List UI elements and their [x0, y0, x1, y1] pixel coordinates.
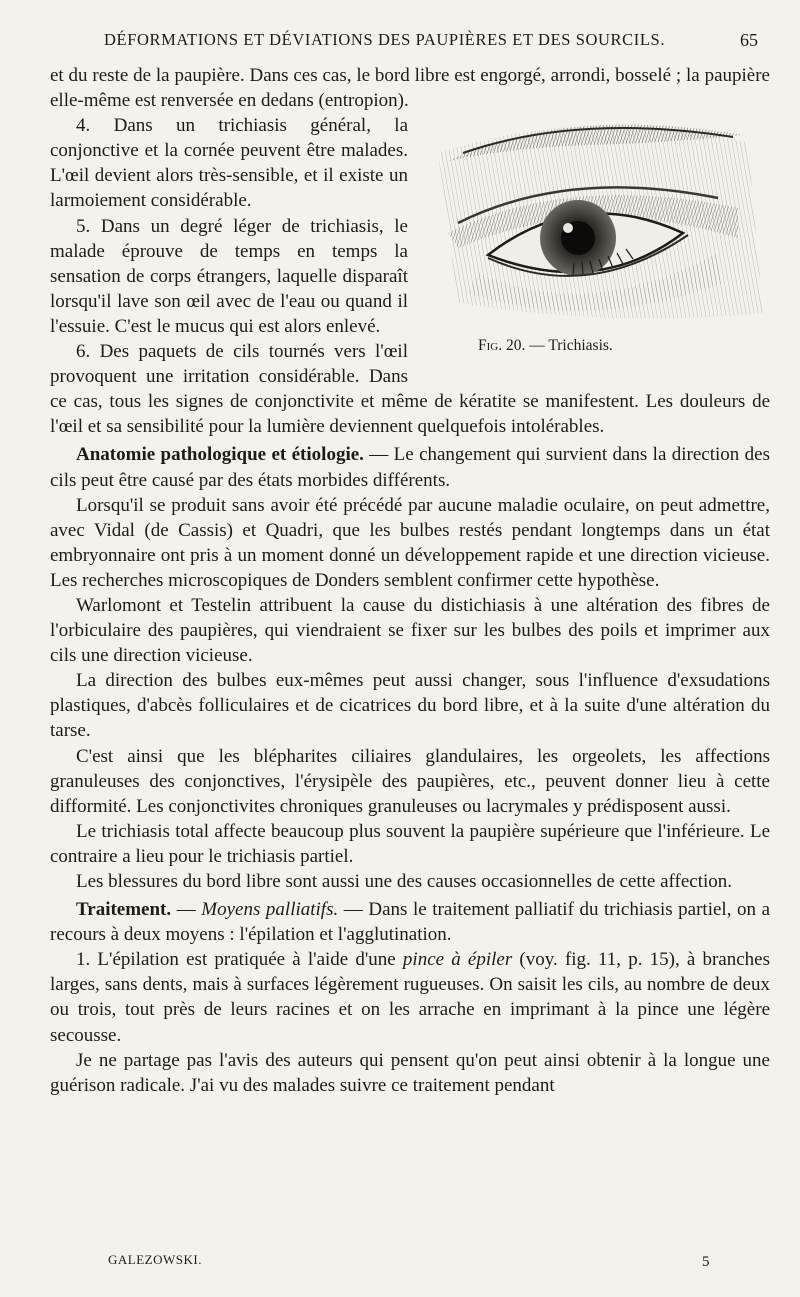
printer-signature: GALEZOWSKI.: [108, 1252, 202, 1267]
treatment-section-intro: [50, 897, 770, 947]
paragraph: [50, 947, 770, 1047]
text-run: 1. L'épilation est pratiquée à l'aide d'une: [76, 949, 403, 971]
body-text: [50, 63, 770, 1098]
paragraph: 5. Dans un degré léger de trichiasis, le malade éprouve de temps en temps la sensation de corps étrangers, laquelle disparaît lorsqu'il lave son œil avec de l'eau ou quand il l'essuie. C'est le mucus qui est alors enlevé.: [50, 215, 408, 337]
section-heading: Traitement.: [76, 899, 172, 921]
subsection-heading: Moyens palliatifs.: [201, 899, 339, 921]
paragraph: La direction des bulbes eux-mêmes peut aussi changer, sous l'influence d'exsudations plastiques, d'abcès folliculaires et de cicatrices du bord libre, et à la suite d'une altération du tarse.: [50, 670, 770, 742]
text-run: (voy. fig. 11, p. 15), à branches larges, sans dents, mais à surfaces légèrement rugueuses. On saisit les cils, au nombre de deux ou trois, tout près de leurs racines et on les arrache en imprimant à la pince une légère secousse.: [50, 949, 771, 1046]
page-number: 65: [740, 30, 758, 50]
section-intro-text: — Le changement qui survient dans la direction des cils peut être causé par des états morbides différents.: [50, 444, 770, 491]
paragraph: Je ne partage pas l'avis des auteurs qui pensent qu'on peut ainsi obtenir à la longue une guérison radicale. J'ai vu des malades suivre ce traitement pendant: [50, 1049, 770, 1096]
eye-engraving-illustration: [418, 113, 770, 328]
paragraph: Warlomont et Testelin attribuent la cause du distichiasis à une altération des fibres de l'orbiculaire des paupières, qui viendraient se fixer sur les bulbes des poils et imprimer aux cils une direction vicieuse.: [50, 594, 770, 667]
figure-caption-text: — Trichiasis.: [529, 337, 613, 355]
section-intro-text: — Dans le traitement palliatif du trichiasis partiel, on a recours à deux moyens : l'épilation et l'agglutination.: [50, 899, 771, 946]
paragraph: 4. Dans un trichiasis général, la conjonctive et la cornée peuvent être malades. L'œil devient alors très-sensible, et il existe un larmoiement considérable.: [50, 115, 408, 212]
paragraph: Lorsqu'il se produit sans avoir été précédé par aucune maladie oculaire, on peut admettre, avec Vidal (de Cassis) et Quadri, que les bulbes restés pendant longtemps dans un état embryonnaire ont pris à un moment donné un développement rapide et une direction vicieuse. Les recherches microscopiques de Donders semblent confirmer cette hypothèse.: [50, 494, 770, 591]
figure-caption: [478, 333, 613, 358]
paragraph: et du reste de la paupière. Dans ces cas, le bord libre est engorgé, arrondi, bosselé ; la paupière elle-même est renversée en dedans (entropion).: [50, 65, 770, 112]
anatomy-section-intro: [50, 442, 770, 492]
figure-trichiasis: [418, 113, 770, 368]
italic-term: pince à épiler: [402, 949, 513, 971]
section-heading: Anatomie pathologique et étiologie.: [76, 444, 364, 466]
paragraph: C'est ainsi que les blépharites ciliaires glandulaires, les orgeolets, les affections granuleuses des conjonctives, l'érysipèle des paupières, etc., peuvent donner lieu à cette difformité. Les conjonctivites chroniques granuleuses ou lacrymales y prédisposent aussi.: [50, 745, 770, 817]
paragraph: Les blessures du bord libre sont aussi une des causes occasionnelles de cette affection.: [76, 871, 733, 892]
paragraph: 6. Des paquets de cils tournés vers l'œil provoquent une irritation considérable. Dans ce cas, tous les signes de conjonctivite et même de kératite se manifestent. Les douleurs de l'œil et sa sensibilité pour la lumière deviennent quelquefois intolérables.: [50, 341, 770, 438]
paragraph: Le trichiasis total affecte beaucoup plus souvent la paupière supérieure que l'inférieure. Le contraire a lieu pour le trichiasis partiel.: [50, 820, 770, 867]
running-head: [0, 30, 800, 56]
sheet-number: 5: [702, 1254, 710, 1270]
figure-label: Fig. 20.: [478, 337, 526, 355]
dash: —: [171, 899, 202, 921]
running-title: DÉFORMATIONS ET DÉVIATIONS DES PAUPIÈRES ET DES SOURCILS.: [104, 30, 666, 49]
